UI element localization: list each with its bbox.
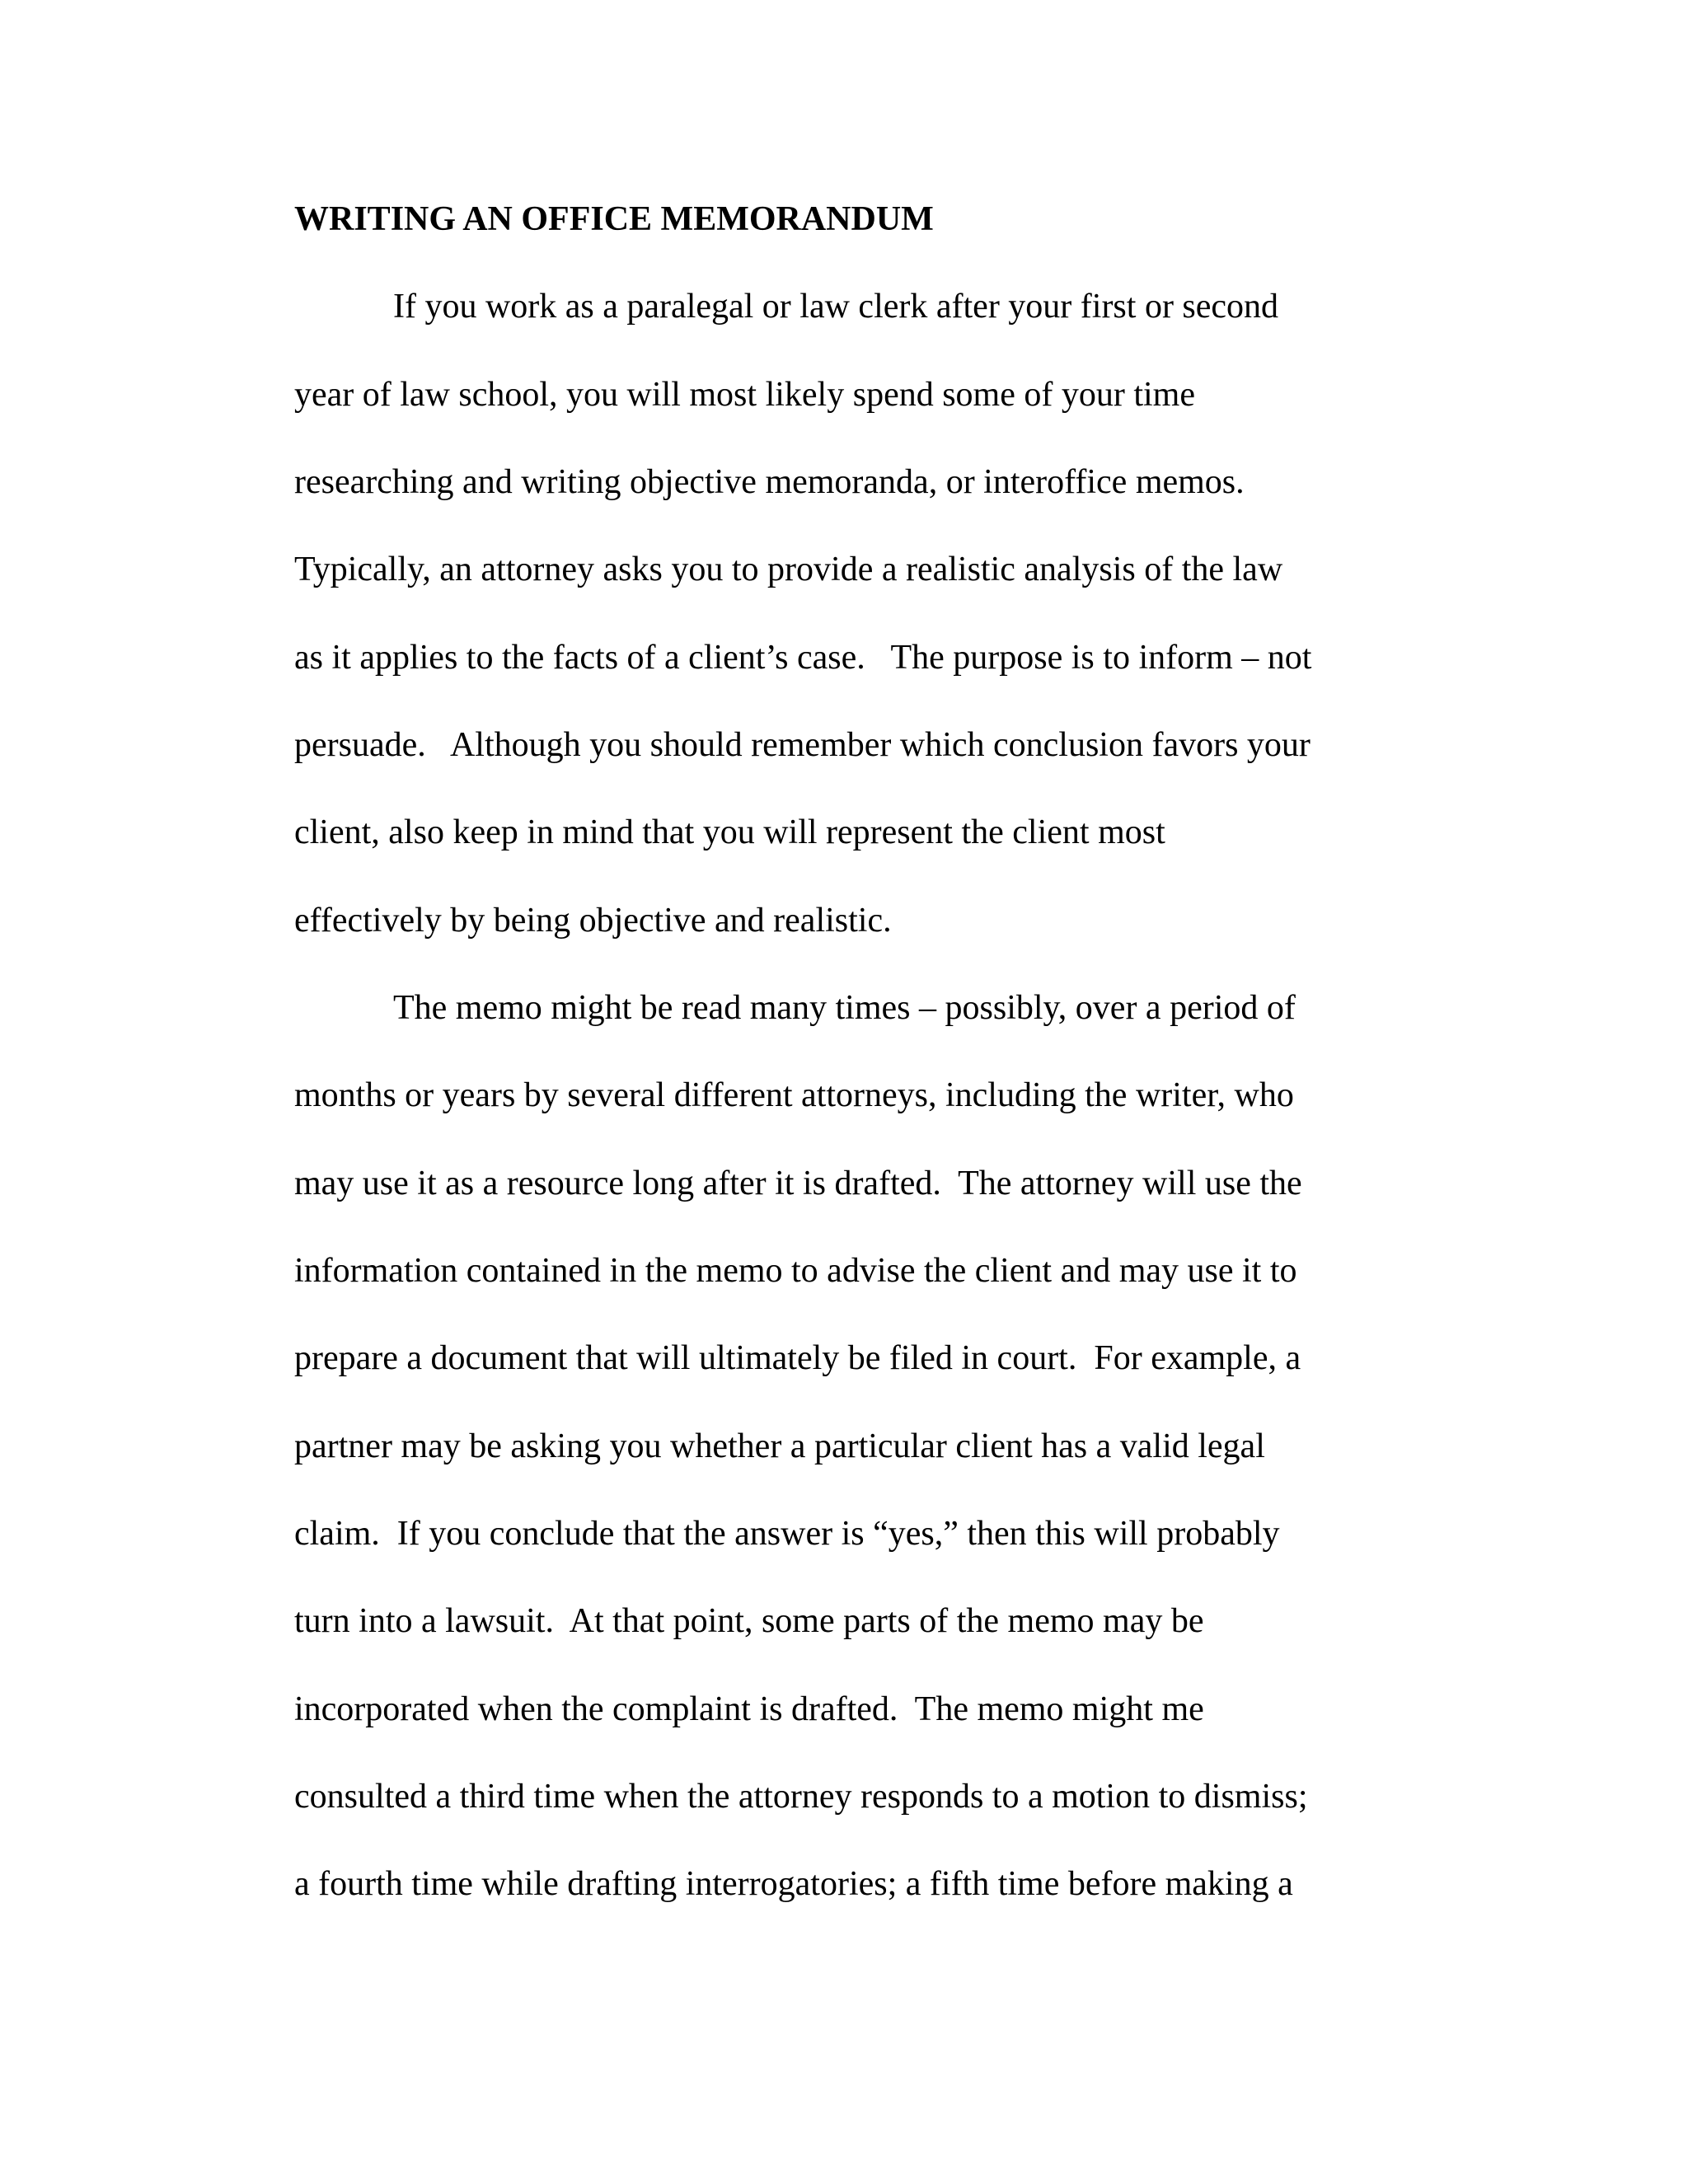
paragraph-1-line-6: persuade. Although you should remember which conclusion favors your bbox=[294, 726, 1311, 764]
paragraph-2-line-10: consulted a third time when the attorney responds to a motion to dismiss; bbox=[294, 1778, 1308, 1816]
paragraph-1-line-7: client, also keep in mind that you will represent the client most bbox=[294, 813, 1165, 851]
paragraph-2-line-2: months or years by several different attorneys, including the writer, who bbox=[294, 1076, 1294, 1114]
paragraph-2-line-8: turn into a lawsuit. At that point, some parts of the memo may be bbox=[294, 1602, 1204, 1640]
paragraph-2-line-7: claim. If you conclude that the answer is “yes,” then this will probably bbox=[294, 1515, 1280, 1553]
paragraph-1-line-3: researching and writing objective memoranda, or interoffice memos. bbox=[294, 463, 1245, 501]
paragraph-2-line-3: may use it as a resource long after it is drafted. The attorney will use the bbox=[294, 1165, 1302, 1202]
paragraph-1-line-8: effectively by being objective and realistic. bbox=[294, 902, 892, 940]
document-title: WRITING AN OFFICE MEMORANDUM bbox=[294, 200, 934, 238]
paragraph-2-line-11: a fourth time while drafting interrogatories; a fifth time before making a bbox=[294, 1865, 1293, 1903]
paragraph-1-line-4: Typically, an attorney asks you to provide a realistic analysis of the law bbox=[294, 551, 1283, 588]
paragraph-2-line-6: partner may be asking you whether a particular client has a valid legal bbox=[294, 1427, 1265, 1465]
paragraph-1-line-5: as it applies to the facts of a client’s case. The purpose is to inform – not bbox=[294, 639, 1312, 677]
paragraph-1-line-2: year of law school, you will most likely spend some of your time bbox=[294, 376, 1195, 414]
paragraph-2-line-1: The memo might be read many times – possibly, over a period of bbox=[393, 989, 1296, 1027]
paragraph-1-line-1: If you work as a paralegal or law clerk after your first or second bbox=[393, 288, 1279, 326]
paragraph-2-line-9: incorporated when the complaint is drafted. The memo might me bbox=[294, 1690, 1204, 1728]
paragraph-2-line-5: prepare a document that will ultimately be filed in court. For example, a bbox=[294, 1339, 1301, 1377]
paragraph-2-line-4: information contained in the memo to advise the client and may use it to bbox=[294, 1252, 1297, 1290]
